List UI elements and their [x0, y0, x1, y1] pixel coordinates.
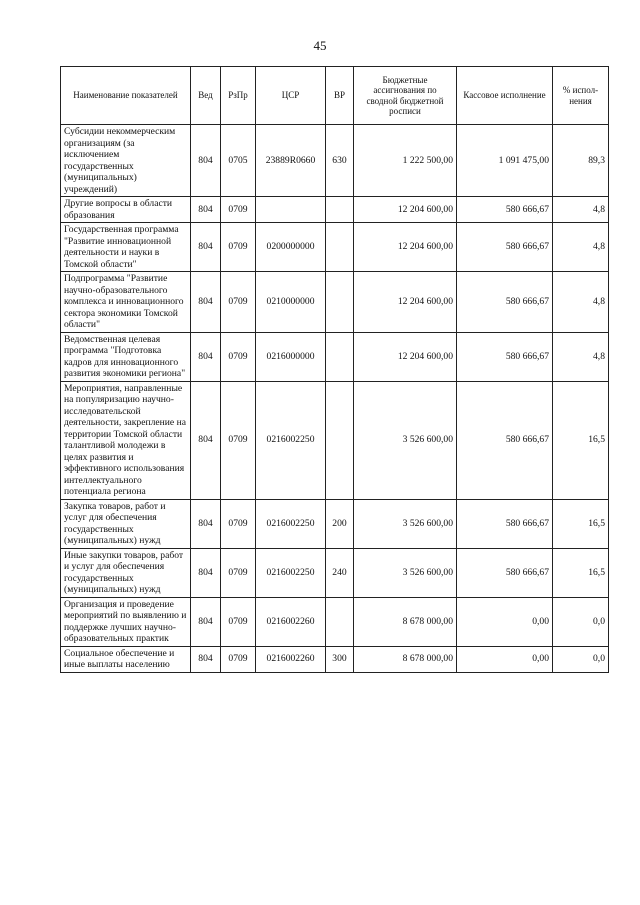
row-csr-cell: 0210000000 — [256, 272, 326, 333]
row-ved-cell: 804 — [191, 272, 221, 333]
row-ved-cell: 804 — [191, 223, 221, 272]
row-rzpr-cell: 0709 — [221, 272, 256, 333]
row-name-cell: Социальное обеспечение и иные выплаты населению — [61, 646, 191, 672]
row-cash-cell: 580 666,67 — [457, 548, 553, 597]
row-vr-cell — [326, 197, 354, 223]
row-pct-cell: 0,0 — [553, 597, 609, 646]
row-budget-cell: 12 204 600,00 — [354, 272, 457, 333]
table-row — [61, 597, 609, 646]
row-pct-cell: 16,5 — [553, 548, 609, 597]
table-row — [61, 272, 609, 333]
header-csr: ЦСР — [256, 67, 326, 125]
row-vr-cell: 200 — [326, 499, 354, 548]
row-name-cell: Подпрограмма "Развитие научно-образовательного комплекса и инновационного сектора экономики Томской области" — [61, 272, 191, 333]
row-budget-cell: 3 526 600,00 — [354, 381, 457, 499]
row-rzpr-cell: 0709 — [221, 646, 256, 672]
row-pct-cell: 0,0 — [553, 646, 609, 672]
header-rzpr: РзПр — [221, 67, 256, 125]
row-csr-cell: 0216002260 — [256, 646, 326, 672]
table-row — [61, 548, 609, 597]
row-csr-cell: 0200000000 — [256, 223, 326, 272]
row-cash-cell: 580 666,67 — [457, 332, 553, 381]
row-ved-cell: 804 — [191, 125, 221, 197]
row-csr-cell — [256, 197, 326, 223]
row-budget-cell: 1 222 500,00 — [354, 125, 457, 197]
header-pct: % испол-нения — [553, 67, 609, 125]
row-name-cell: Государственная программа "Развитие инновационной деятельности и науки в Томской области" — [61, 223, 191, 272]
row-rzpr-cell: 0709 — [221, 197, 256, 223]
row-cash-cell: 580 666,67 — [457, 223, 553, 272]
row-cash-cell: 580 666,67 — [457, 381, 553, 499]
row-ved-cell: 804 — [191, 499, 221, 548]
row-csr-cell: 0216000000 — [256, 332, 326, 381]
row-vr-cell: 630 — [326, 125, 354, 197]
page-number: 45 — [313, 38, 327, 53]
table-row — [61, 381, 609, 499]
row-ved-cell: 804 — [191, 597, 221, 646]
row-csr-cell: 0216002250 — [256, 499, 326, 548]
row-name-cell: Иные закупки товаров, работ и услуг для обеспечения государственных (муниципальных) нужд — [61, 548, 191, 597]
row-csr-cell: 0216002250 — [256, 548, 326, 597]
row-budget-cell: 3 526 600,00 — [354, 548, 457, 597]
table-row — [61, 332, 609, 381]
row-vr-cell: 300 — [326, 646, 354, 672]
row-name-cell: Закупка товаров, работ и услуг для обеспечения государственных (муниципальных) нужд — [61, 499, 191, 548]
row-name-cell: Мероприятия, направленные на популяризацию научно-исследовательской деятельности, закрепление на территории Томской области талантливой молодежи в целях развития и эффективного использования интеллектуального потенциала региона — [61, 381, 191, 499]
row-ved-cell: 804 — [191, 381, 221, 499]
row-vr-cell — [326, 272, 354, 333]
row-budget-cell: 12 204 600,00 — [354, 197, 457, 223]
row-ved-cell: 804 — [191, 548, 221, 597]
row-rzpr-cell: 0709 — [221, 381, 256, 499]
table-row — [61, 646, 609, 672]
row-ved-cell: 804 — [191, 197, 221, 223]
table-row — [61, 499, 609, 548]
row-budget-cell: 12 204 600,00 — [354, 223, 457, 272]
header-vr: ВР — [326, 67, 354, 125]
row-pct-cell: 4,8 — [553, 332, 609, 381]
table-row — [61, 197, 609, 223]
row-vr-cell — [326, 223, 354, 272]
row-name-cell: Ведомственная целевая программа "Подготовка кадров для инновационного развития экономики региона" — [61, 332, 191, 381]
row-ved-cell: 804 — [191, 646, 221, 672]
row-cash-cell: 580 666,67 — [457, 272, 553, 333]
row-budget-cell: 3 526 600,00 — [354, 499, 457, 548]
row-ved-cell: 804 — [191, 332, 221, 381]
row-rzpr-cell: 0705 — [221, 125, 256, 197]
row-pct-cell: 4,8 — [553, 272, 609, 333]
row-vr-cell — [326, 381, 354, 499]
row-csr-cell: 23889R0660 — [256, 125, 326, 197]
row-pct-cell: 4,8 — [553, 223, 609, 272]
row-pct-cell: 89,3 — [553, 125, 609, 197]
row-cash-cell: 0,00 — [457, 597, 553, 646]
row-cash-cell: 580 666,67 — [457, 499, 553, 548]
header-ved: Вед — [191, 67, 221, 125]
row-rzpr-cell: 0709 — [221, 597, 256, 646]
row-budget-cell: 8 678 000,00 — [354, 597, 457, 646]
header-name: Наименование показателей — [61, 67, 191, 125]
row-cash-cell: 580 666,67 — [457, 197, 553, 223]
header-cash: Кассовое исполнение — [457, 67, 553, 125]
row-name-cell: Субсидии некоммерческим организациям (за исключением государственных (муниципальных) учреждений) — [61, 125, 191, 197]
table-row — [61, 223, 609, 272]
row-vr-cell — [326, 332, 354, 381]
row-pct-cell: 16,5 — [553, 381, 609, 499]
row-cash-cell: 1 091 475,00 — [457, 125, 553, 197]
row-name-cell: Организация и проведение мероприятий по выявлению и поддержке лучших научно-образовательных практик — [61, 597, 191, 646]
row-name-cell: Другие вопросы в области образования — [61, 197, 191, 223]
header-budget: Бюджетные ассигнования по сводной бюджетной росписи — [354, 67, 457, 125]
row-cash-cell: 0,00 — [457, 646, 553, 672]
row-budget-cell: 12 204 600,00 — [354, 332, 457, 381]
row-rzpr-cell: 0709 — [221, 332, 256, 381]
row-vr-cell: 240 — [326, 548, 354, 597]
row-rzpr-cell: 0709 — [221, 223, 256, 272]
row-pct-cell: 4,8 — [553, 197, 609, 223]
row-pct-cell: 16,5 — [553, 499, 609, 548]
table-header-row — [61, 67, 609, 125]
row-csr-cell: 0216002260 — [256, 597, 326, 646]
row-rzpr-cell: 0709 — [221, 548, 256, 597]
row-rzpr-cell: 0709 — [221, 499, 256, 548]
row-vr-cell — [326, 597, 354, 646]
row-budget-cell: 8 678 000,00 — [354, 646, 457, 672]
row-csr-cell: 0216002250 — [256, 381, 326, 499]
budget-table — [60, 66, 609, 673]
table-row — [61, 125, 609, 197]
